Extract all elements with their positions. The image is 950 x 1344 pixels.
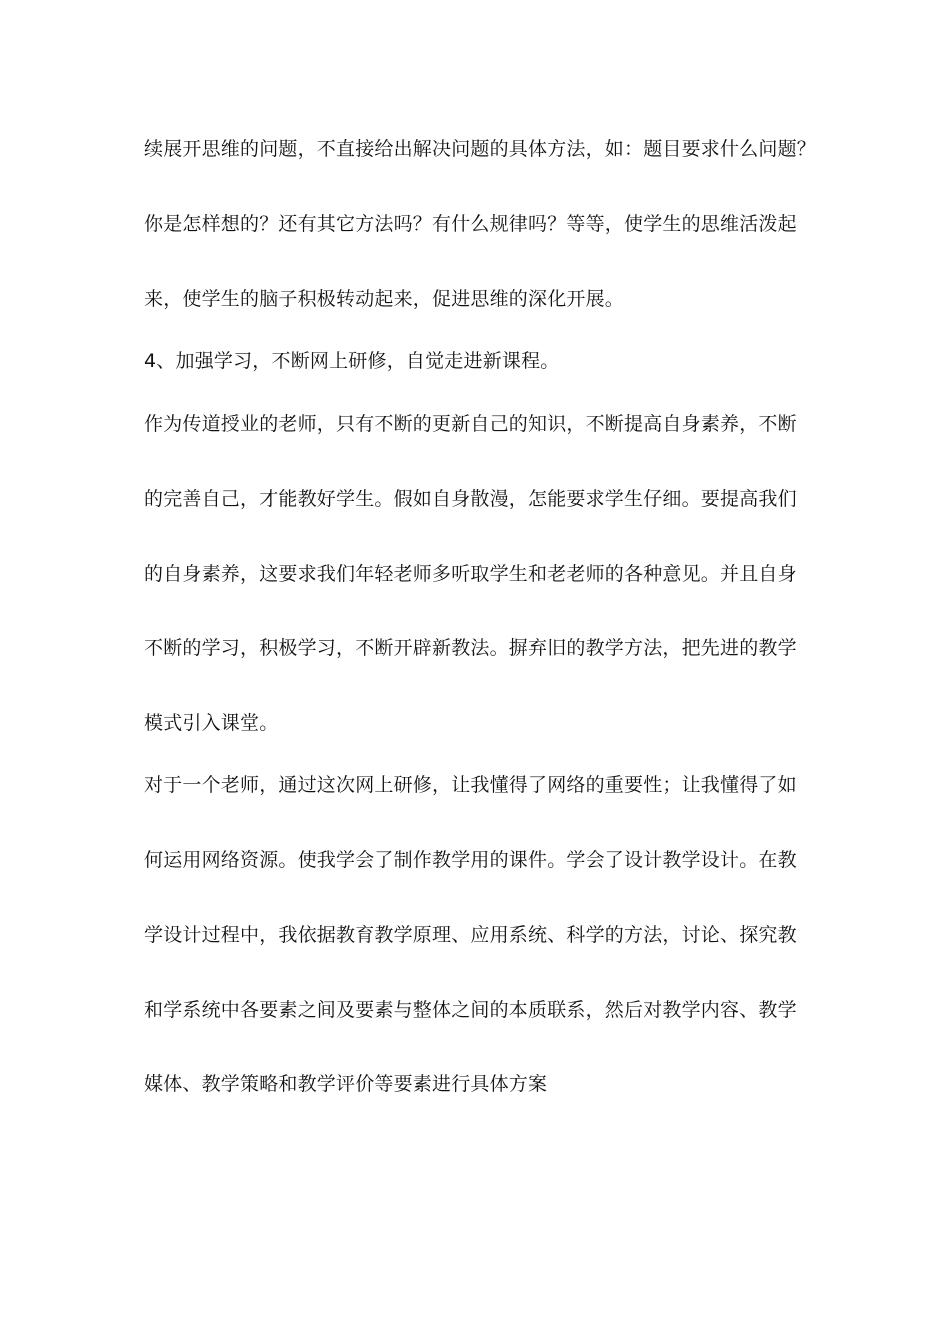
text-line: 对于一个老师，通过这次网上研修，让我懂得了网络的重要性；让我懂得了如 xyxy=(144,774,797,796)
text-line: 来，使学生的脑子积极转动起来，促进思维的深化开展。 xyxy=(144,288,625,310)
text-line: 模式引入课堂。 xyxy=(144,712,279,734)
text-line: 何运用网络资源。使我学会了制作教学用的课件。学会了设计教学设计。在教 xyxy=(144,849,797,871)
text-line: 媒体、教学策略和教学评价等要素进行具体方案 xyxy=(144,1073,548,1095)
text-line: 的自身素养，这要求我们年轻老师多听取学生和老老师的各种意见。并且自身 xyxy=(144,563,797,585)
section-heading: 4、加强学习，不断网上研修，自觉走进新课程。 xyxy=(144,350,560,372)
text-line: 续展开思维的问题，不直接给出解决问题的具体方法，如：题目要求什么问题？ xyxy=(144,138,817,160)
text-line: 作为传道授业的老师，只有不断的更新自己的知识，不断提高自身素养，不断 xyxy=(144,413,797,435)
text-line: 的完善自己，才能教好学生。假如自身散漫，怎能要求学生仔细。要提高我们 xyxy=(144,488,797,510)
text-line: 不断的学习，积极学习，不断开辟新教法。摒弃旧的教学方法，把先进的教学 xyxy=(144,637,797,659)
text-line: 学设计过程中，我依据教育教学原理、应用系统、科学的方法，讨论、探究教 xyxy=(144,924,797,946)
text-line: 你是怎样想的？还有其它方法吗？有什么规律吗？等等，使学生的思维活泼起 xyxy=(144,213,797,235)
text-line: 和学系统中各要素之间及要素与整体之间的本质联系，然后对教学内容、教学 xyxy=(144,999,797,1021)
